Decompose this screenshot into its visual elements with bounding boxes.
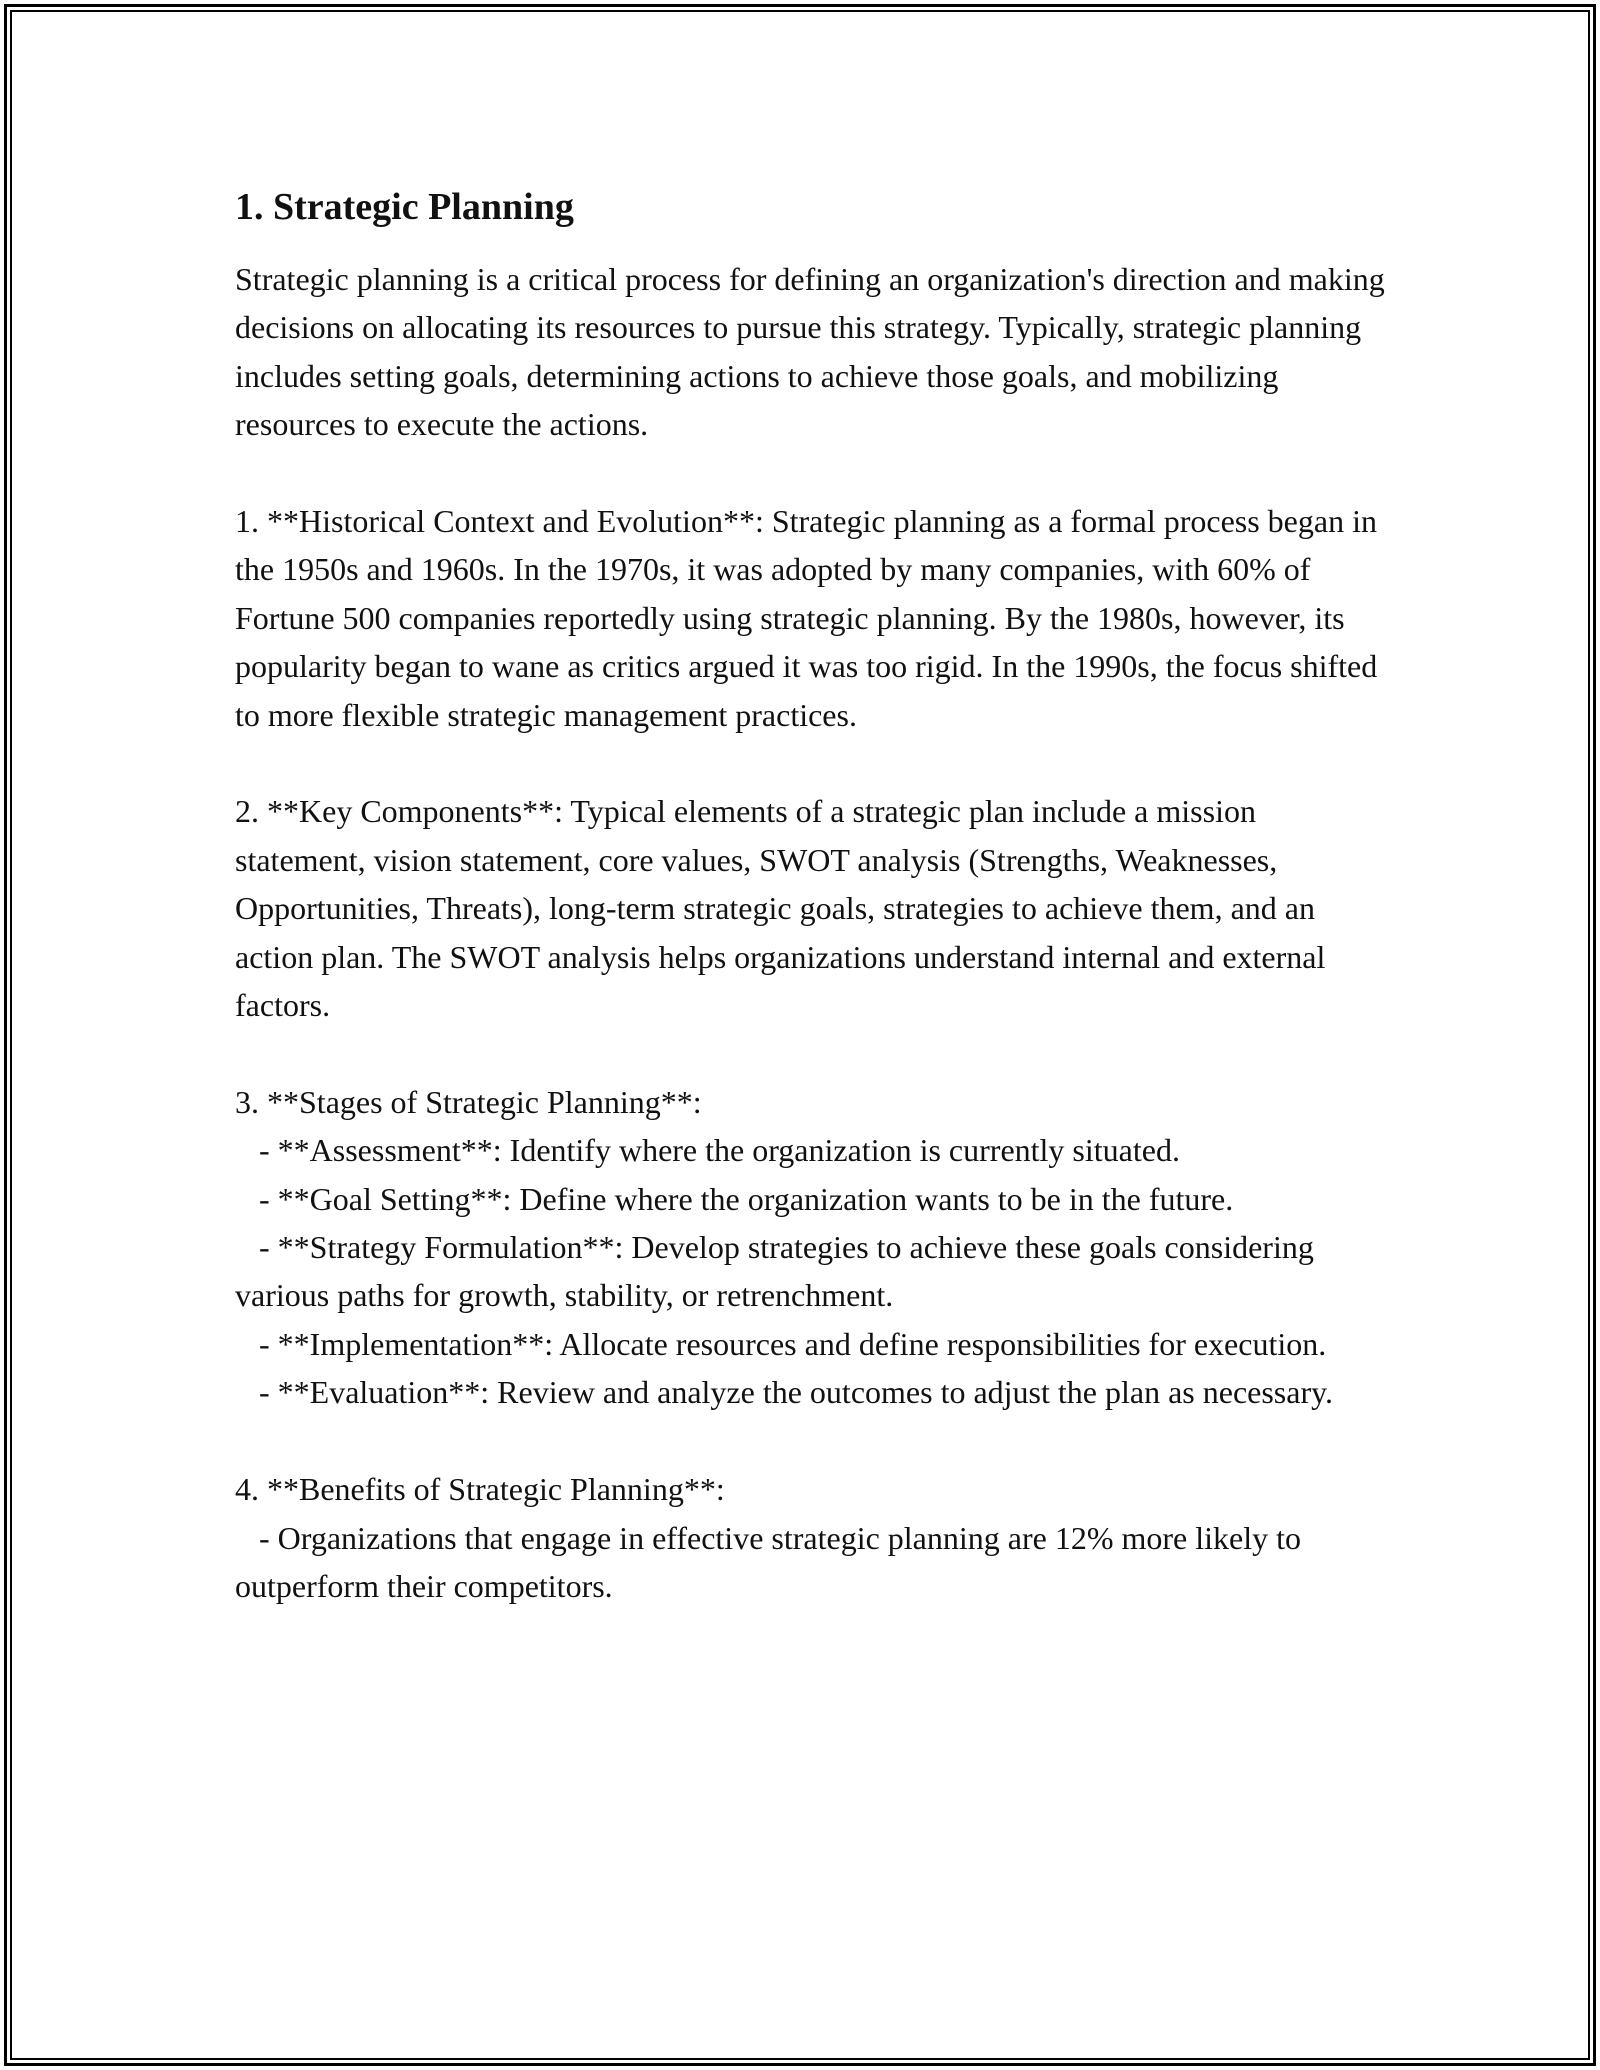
stage-item-assessment: - **Assessment**: Identify where the organization is currently situated. — [235, 1132, 1180, 1169]
stage-item-evaluation: - **Evaluation**: Review and analyze the outcomes to adjust the plan as necessary. — [235, 1374, 1334, 1411]
stage-item-implementation: - **Implementation**: Allocate resources and define responsibilities for execution. — [235, 1325, 1327, 1362]
paragraph-gap — [235, 1417, 1385, 1465]
document-body — [235, 185, 1393, 1610]
section-stages-heading: 3. **Stages of Strategic Planning**: — [235, 1083, 702, 1120]
paragraph-gap — [235, 449, 1385, 497]
section-benefits-heading: 4. **Benefits of Strategic Planning**: — [235, 1471, 725, 1508]
stage-item-strategy-formulation: - **Strategy Formulation**: Develop strategies to achieve these goals considering various paths for growth, stability, or retrenchment. — [235, 1229, 1322, 1314]
paragraph-gap — [235, 1029, 1385, 1077]
stage-item-goal-setting: - **Goal Setting**: Define where the organization wants to be in the future. — [235, 1180, 1234, 1217]
paragraph-gap — [235, 739, 1385, 787]
benefit-item-outperform: - Organizations that engage in effective strategic planning are 12% more likely to outperform their competitors. — [235, 1519, 1309, 1604]
section-key-components: 2. **Key Components**: Typical elements of a strategic plan include a mission statement, vision statement, core values, SWOT analysis (Strengths, Weaknesses, Opportunities, Threats), long-term strategic goals, strategies to achieve them, and an action plan. The SWOT analysis helps organizations understand internal and external factors. — [235, 793, 1334, 1024]
intro-paragraph: Strategic planning is a critical process for defining an organization's direction and making decisions on allocating its resources to pursue this strategy. Typically, strategic planning includes setting goals, determining actions to achieve those goals, and mobilizing resources to execute the actions. — [235, 261, 1393, 443]
document-title: 1. Strategic Planning — [235, 186, 574, 228]
section-historical-context: 1. **Historical Context and Evolution**: Strategic planning as a formal process began in the 1950s and 1960s. In the 1970s, it was adopted by many companies, with 60% of Fortune 500 companies reportedly using strategic planning. By the 1980s, however, its popularity began to wane as critics argued it was too rigid. In the 1990s, the focus shifted to more flexible strategic management practices. — [235, 503, 1386, 733]
